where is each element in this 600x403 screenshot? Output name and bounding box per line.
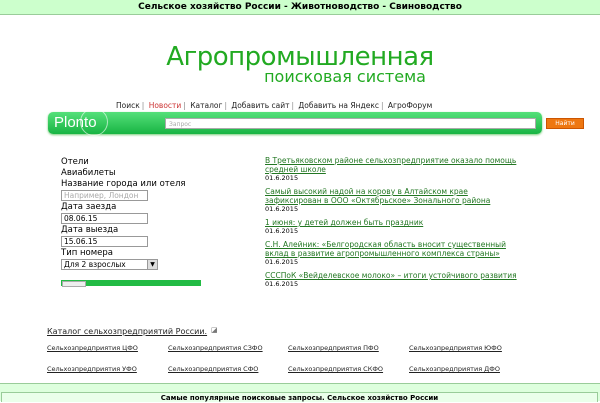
region-link-ufo[interactable]: Сельхозпредприятия УФО <box>47 365 137 373</box>
city-label: Название города или отеля <box>61 179 186 189</box>
nav-add-site[interactable]: Добавить сайт <box>231 101 290 110</box>
news-list <box>265 156 525 293</box>
news-title[interactable]: СССПоК «Вейделевское молоко» – итоги устойчивого развития <box>265 271 517 280</box>
logo-title: Агропромышленная <box>166 42 434 72</box>
room-type-value: Для 2 взрослых <box>64 260 126 269</box>
search-button[interactable]: Найти <box>546 118 584 129</box>
checkin-label: Дата заезда <box>61 202 117 212</box>
list-item <box>265 156 525 183</box>
chevron-down-icon: ▼ <box>147 260 157 269</box>
region-link-skfo[interactable]: Сельхозпредприятия СКФО <box>288 365 384 373</box>
search-bar <box>48 112 575 134</box>
city-input[interactable]: Например, Лондон <box>61 190 148 201</box>
news-title[interactable]: Самый высокий надой на корову в Алтайском крае зафиксирован в ООО «Октябрьское» Зонального района <box>265 187 491 205</box>
main-nav: Поиск | Новости | Каталог | Добавить сайт | Добавить на Яндекс | АгроФорум <box>116 101 433 110</box>
broken-image-icon: ◪ <box>211 326 218 334</box>
news-date: 01.6.2015 <box>265 205 299 213</box>
room-type-label: Тип номера <box>61 248 113 258</box>
find-hotel-button[interactable] <box>62 281 86 287</box>
region-link-sfo[interactable]: Сельхозпредприятия СФО <box>168 365 259 373</box>
tab-hotels[interactable]: Отели <box>61 157 89 167</box>
list-item <box>265 218 525 236</box>
top-banner <box>0 0 600 15</box>
region-link-szfo[interactable]: Сельхозпредприятия СЗФО <box>168 344 263 352</box>
region-link-dfo[interactable]: Сельхозпредприятия ДФО <box>409 365 500 373</box>
tab-flights[interactable]: Авиабилеты <box>61 168 116 178</box>
news-date: 01.6.2015 <box>265 174 299 182</box>
news-title[interactable]: 1 июня: у детей должен быть праздник <box>265 218 424 227</box>
list-item <box>265 240 525 267</box>
region-link-pfo[interactable]: Сельхозпредприятия ПФО <box>288 344 379 352</box>
nav-news[interactable]: Новости <box>148 101 182 110</box>
checkout-label: Дата выезда <box>61 225 119 235</box>
checkout-input[interactable]: 15.06.15 <box>61 236 148 247</box>
search-brand-logo: Plonto <box>54 114 97 131</box>
room-type-select[interactable] <box>61 259 158 270</box>
list-item <box>265 187 525 214</box>
catalog-link[interactable]: Каталог сельхозпредприятий России. <box>47 327 208 336</box>
logo-subtitle: поисковая система <box>264 67 426 86</box>
nav-search[interactable]: Поиск <box>116 101 140 110</box>
search-input[interactable]: Запрос <box>165 118 536 129</box>
region-link-yufo[interactable]: Сельхозпредприятия ЮФО <box>409 344 502 352</box>
region-link-cfo[interactable]: Сельхозпредприятия ЦФО <box>47 344 138 352</box>
news-date: 01.6.2015 <box>265 227 299 235</box>
news-title[interactable]: В Третьяковском районе сельхозпредприятие оказало помощь средней школе <box>265 156 517 174</box>
news-date: 01.6.2015 <box>265 280 299 288</box>
nav-forum[interactable]: АгроФорум <box>387 101 433 110</box>
news-title[interactable]: С.Н. Алейник: «Белгородская область вносит существенный вклад в развитие агропромышленного комплекса страны» <box>265 240 506 258</box>
top-banner-title: Сельское хозяйство России - Животноводство - Свиноводство <box>138 2 462 12</box>
footer-title: Самые популярные поисковые запросы. Сельское хозяйство России <box>1 392 598 402</box>
nav-catalog[interactable]: Каталог <box>190 101 223 110</box>
news-date: 01.6.2015 <box>265 258 299 266</box>
checkin-input[interactable]: 08.06.15 <box>61 213 148 224</box>
footer <box>0 383 600 401</box>
hotel-search-widget <box>61 157 186 270</box>
list-item <box>265 271 525 289</box>
nav-add-yandex[interactable]: Добавить на Яндекс <box>298 101 379 110</box>
